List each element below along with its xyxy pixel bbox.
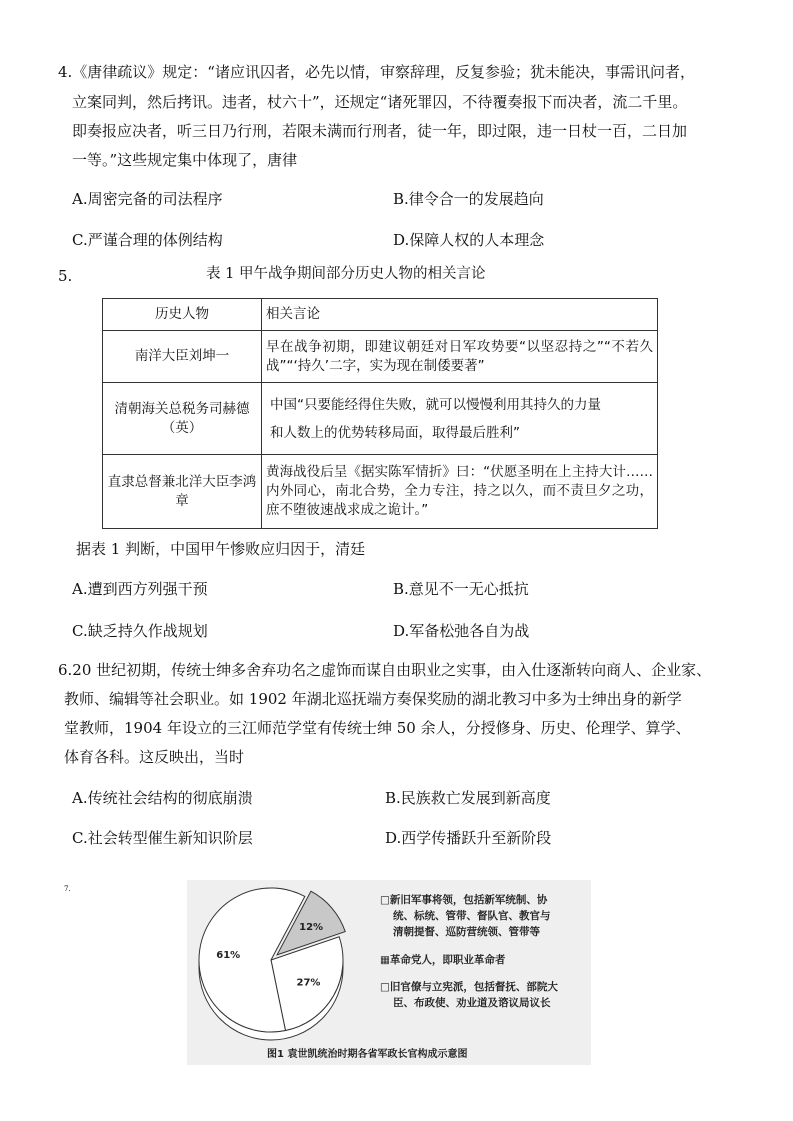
pie-slice-label: 61%: [216, 949, 241, 961]
q5-table-title: 表 1 甲午战争期间部分历史人物的相关言论: [206, 266, 486, 282]
q6-option-b[interactable]: B.民族救亡发展到新高度: [385, 789, 551, 807]
table-cell-person: 清朝海关总税务司赫德（英）: [103, 383, 262, 455]
q6-option-d[interactable]: D.西学传播跃升至新阶段: [385, 829, 552, 847]
table-cell-person: 直隶总督兼北洋大臣李鸿章: [103, 455, 262, 529]
legend-military-line-3: 清朝提督、巡防营统领、管带等: [393, 926, 540, 938]
legend-revolutionary: ▦革命党人，即职业革命者: [380, 954, 506, 966]
legend-military-line-2: 统、标统、管带、督队官、教官与: [393, 910, 551, 922]
q5-table: [102, 298, 658, 529]
q4-option-c[interactable]: C.严谨合理的体例结构: [72, 231, 223, 249]
q6-stem-line-1: 6.20 世纪初期，传统士绅多舍弃功名之虚饰而谋自由职业之实事，由入仕逐渐转向商人、企业家、: [58, 661, 712, 679]
q6-option-a[interactable]: A.传统社会结构的彻底崩溃: [72, 789, 253, 807]
table-row: [103, 455, 658, 529]
q5-option-d[interactable]: D.军备松弛各自为战: [393, 622, 530, 640]
pie-slice-label: 12%: [299, 921, 324, 933]
q5-number: 5.: [58, 267, 73, 285]
q7-number: 7.: [64, 885, 71, 893]
table-cell-person: 南洋大臣刘坤一: [103, 331, 262, 383]
q4-option-a[interactable]: A.周密完备的司法程序: [72, 190, 223, 208]
figure-caption: 图1 袁世凯统治时期各省军政长官构成示意图: [267, 1049, 468, 1060]
table-cell-speech: 黄海战役后呈《据实陈军情折》曰：“伏愿圣明在上主持大计……内外同心，南北合势，全力专注，持之以久，而不责旦夕之功，庶不堕彼速战求成之诡计。”: [262, 455, 658, 529]
q4-option-b[interactable]: B.律令合一的发展趋向: [393, 190, 544, 208]
table-header-row: [103, 299, 658, 331]
figure-1: [187, 880, 591, 1065]
table-cell-speech-line: 中国“只要能经得住失败，就可以慢慢利用其持久的力量: [270, 396, 601, 413]
q4-option-d[interactable]: D.保障人权的人本理念: [393, 231, 545, 249]
q5-option-b[interactable]: B.意见不一无心抵抗: [393, 580, 529, 598]
q4-stem-line-2: 立案同判，然后拷讯。违者，杖六十”，还规定“诸死罪囚，不待覆奏报下而决者，流二千里。: [72, 93, 688, 111]
legend-bureaucrat-line-1: □旧官僚与立宪派，包括督抚、部院大: [380, 981, 558, 993]
q5-option-c[interactable]: C.缺乏持久作战规划: [72, 622, 208, 640]
q4-stem-line-3: 即奏报应决者，听三日乃行刑，若限未满而行刑者，徒一年，即过限，违一日杖一百，二日加: [72, 122, 688, 140]
table-cell-speech: 早在战争初期，即建议朝廷对日军攻势要“以坚忍持之”“不若久战”“‘持久’二字，实为现在制倭要著”: [262, 331, 658, 383]
table-header-speech: 相关言论: [262, 299, 658, 331]
table-header-person: 历史人物: [103, 299, 262, 331]
table-cell-speech-line: 和人数上的优势转移局面，取得最后胜利”: [270, 424, 520, 441]
q4-stem-line-1: 4.《唐律疏议》规定：“诸应讯囚者，必先以情，审察辞理，反复参验；犹未能决，事需讯问者，: [58, 63, 695, 81]
table-row: [103, 331, 658, 383]
pie-slice-label: 27%: [296, 977, 321, 989]
q5-option-a[interactable]: A.遭到西方列强干预: [72, 580, 208, 598]
q6-stem-line-3: 堂教师，1904 年设立的三江师范学堂有传统士绅 50 余人，分授修身、历史、伦理学、算学、: [64, 719, 691, 737]
legend-bureaucrat-line-2: 臣、布政使、劝业道及谘议局议长: [393, 997, 551, 1009]
q6-option-c[interactable]: C.社会转型催生新知识阶层: [72, 829, 253, 847]
table-cell-speech: [262, 383, 658, 455]
q4-stem-line-4: 一等。”这些规定集中体现了，唐律: [72, 151, 298, 169]
q5-stem: 据表 1 判断，中国甲午惨败应归因于，清廷: [76, 540, 366, 558]
legend-military-line-1: □新旧军事将领，包括新军统制、协: [380, 894, 548, 906]
table-row: [103, 383, 658, 455]
q6-stem-line-2: 教师、编辑等社会职业。如 1902 年湖北巡抚端方奏保奖励的湖北教习中多为士绅出身的新学: [64, 690, 682, 708]
q6-stem-line-4: 体育各科。这反映出，当时: [64, 748, 245, 766]
